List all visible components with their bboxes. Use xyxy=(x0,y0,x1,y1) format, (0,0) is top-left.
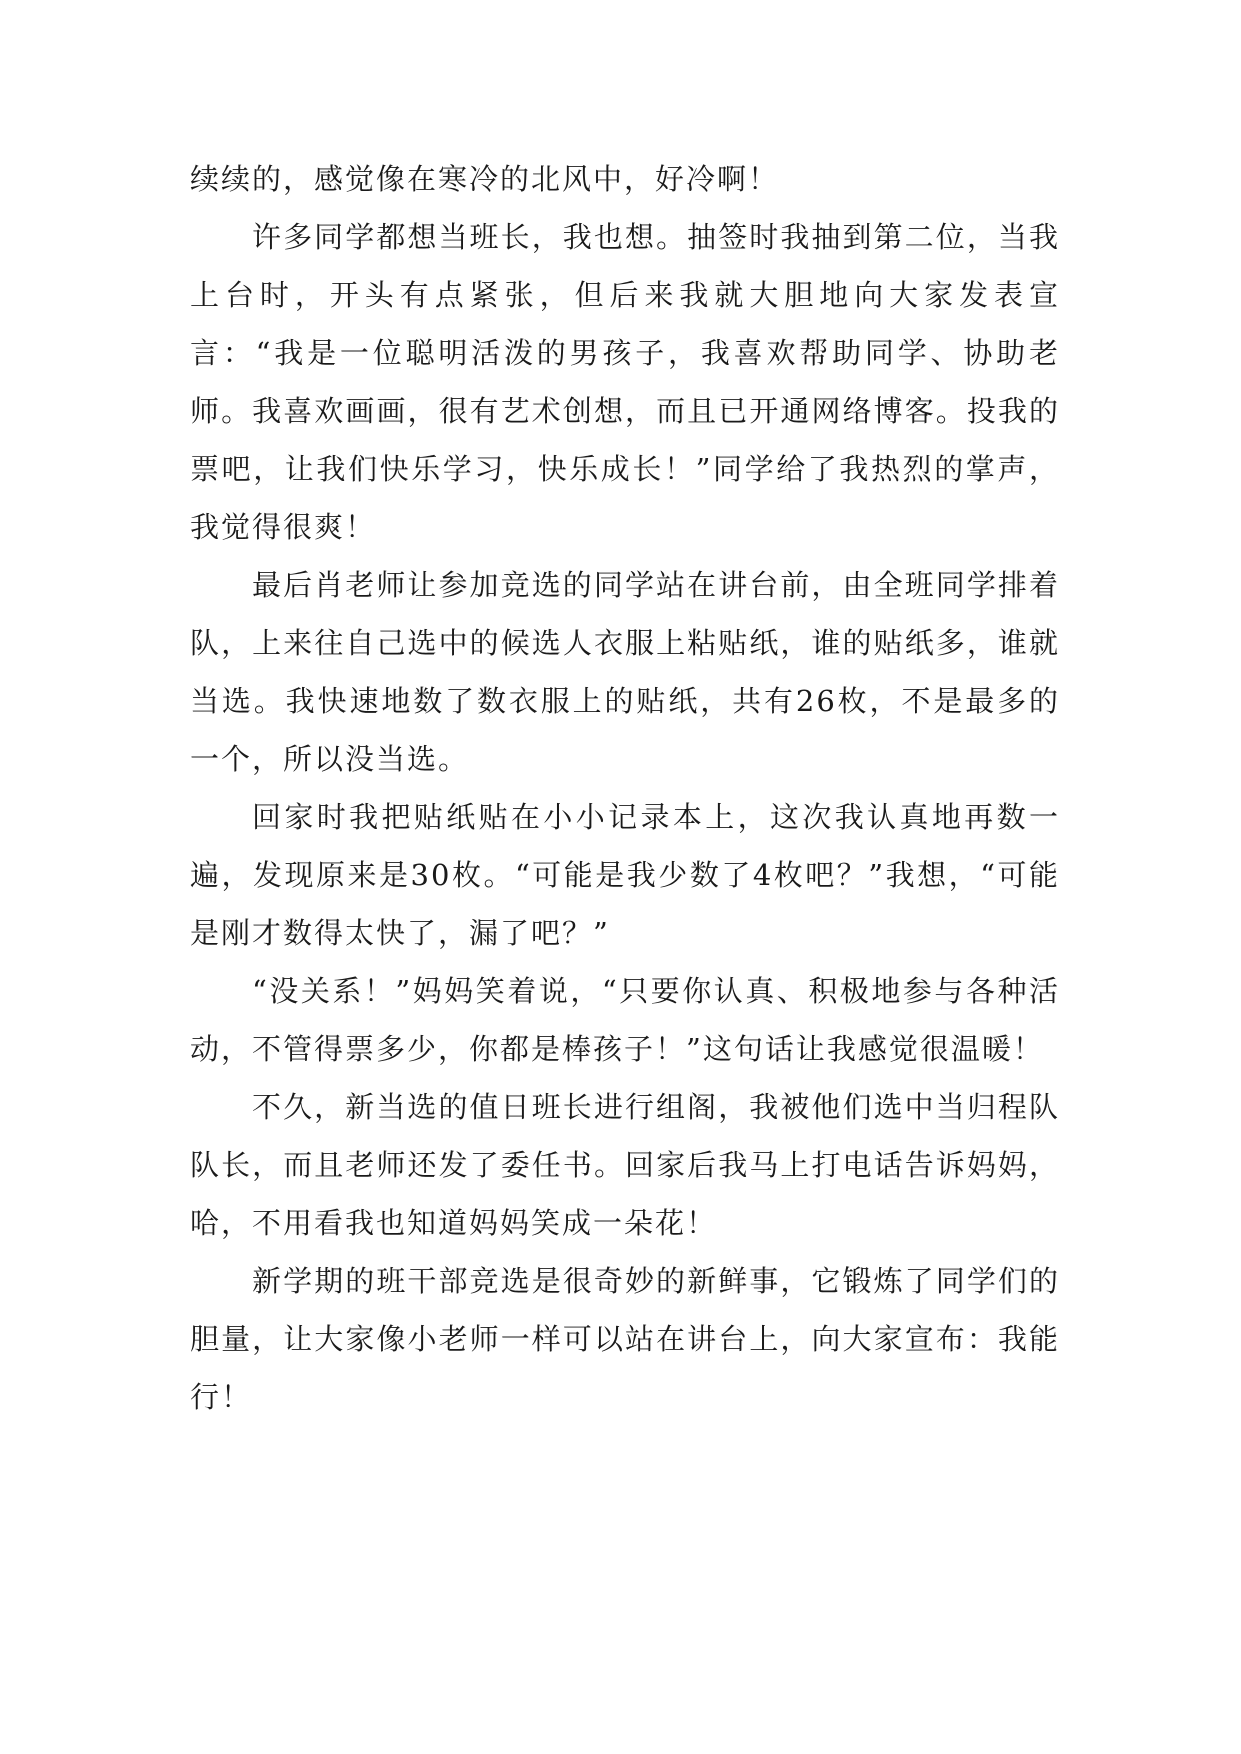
document-page xyxy=(190,150,1060,1426)
paragraph-1: 续续的，感觉像在寒冷的北风中，好冷啊！ xyxy=(190,162,780,196)
paragraph-6: 不久，新当选的值日班长进行组阁，我被他们选中当归程队队长，而且老师还发了委任书。回家后我马上打电话告诉妈妈，哈，不用看我也知道妈妈笑成一朵花！ xyxy=(190,1090,1060,1240)
paragraph-7: 新学期的班干部竞选是很奇妙的新鲜事，它锻炼了同学们的胆量，让大家像小老师一样可以站在讲台上，向大家宣布：我能行！ xyxy=(190,1264,1060,1414)
paragraph-4: 回家时我把贴纸贴在小小记录本上，这次我认真地再数一遍，发现原来是30枚。“可能是我少数了4枚吧？”我想，“可能是刚才数得太快了，漏了吧？” xyxy=(190,800,1060,950)
paragraph-5: “没关系！”妈妈笑着说，“只要你认真、积极地参与各种活动，不管得票多少，你都是棒孩子！”这句话让我感觉很温暖！ xyxy=(190,974,1060,1066)
paragraph-3: 最后肖老师让参加竞选的同学站在讲台前，由全班同学排着队，上来往自己选中的候选人衣服上粘贴纸，谁的贴纸多，谁就当选。我快速地数了数衣服上的贴纸，共有26枚，不是最多的一个，所以没当选。 xyxy=(190,568,1060,776)
paragraph-2: 许多同学都想当班长，我也想。抽签时我抽到第二位，当我上台时，开头有点紧张，但后来我就大胆地向大家发表宣言：“我是一位聪明活泼的男孩子，我喜欢帮助同学、协助老师。我喜欢画画，很有艺术创想，而且已开通网络博客。投我的票吧，让我们快乐学习，快乐成长！”同学给了我热烈的掌声，我觉得很爽！ xyxy=(190,220,1060,544)
